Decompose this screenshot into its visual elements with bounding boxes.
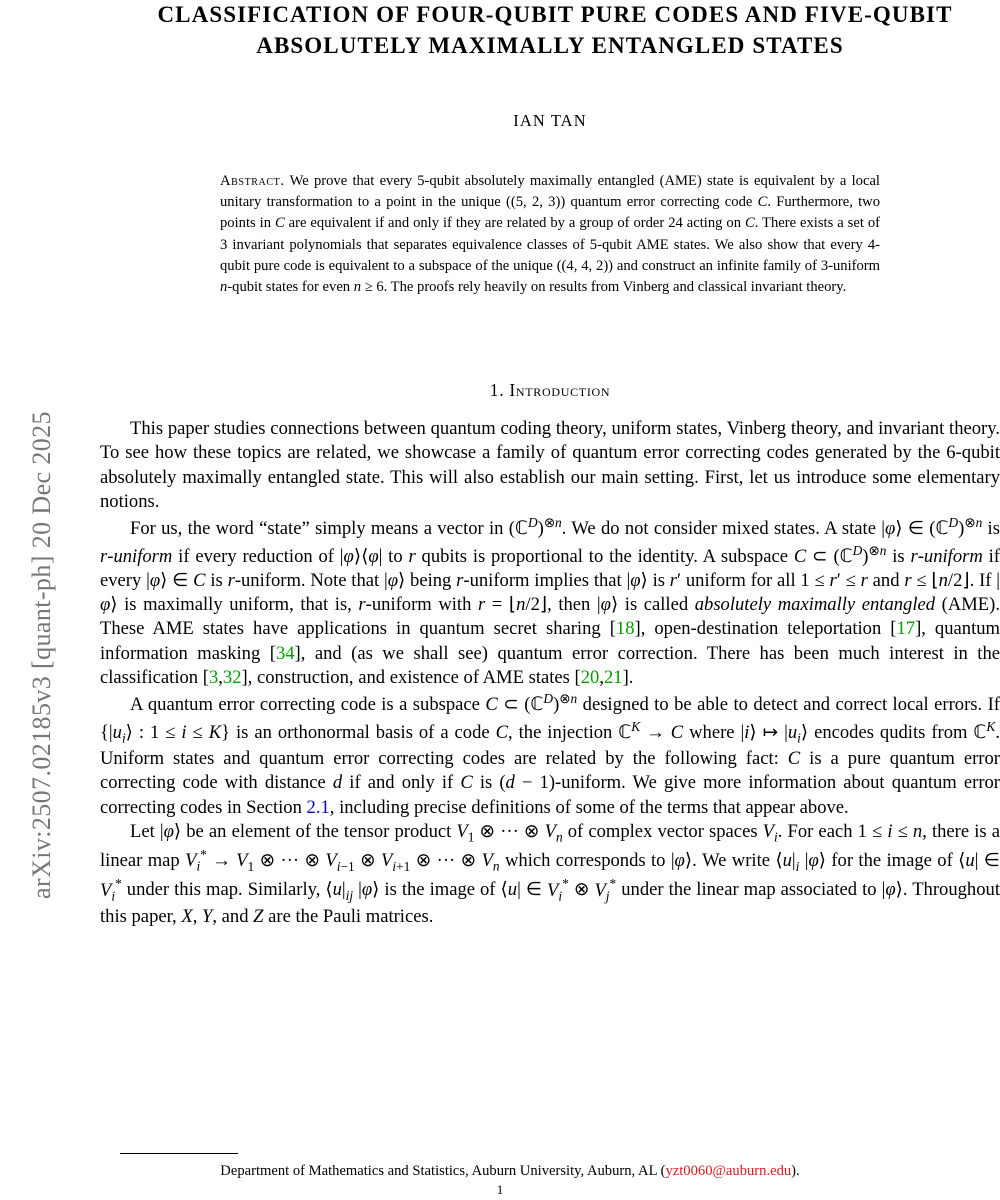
citation-3[interactable]: 3 [208, 666, 219, 688]
paper-content [100, 0, 1000, 1200]
section-number: 1. [489, 380, 505, 401]
section-title: Introduction [509, 380, 611, 401]
paragraph-3: A quantum error correcting code is a subspace C ⊂ (ℂ$^D$)$^{\otimes n}$ designed to be able to detect and correct local errors. If {$|u_i⟩$ : 1 ≤ i ≤ K} is an orthonormal basis of a code C, the injection ℂ$^K$ → C where |i⟩ ↦ $|u_i⟩$ encodes qudits from ℂ$^K$. Uniform states and quantum error correcting codes are related by the following fact: C is a pure quantum error correcting code with distance d if and only if C is (d − 1)-uniform. We give more information about quantum error correcting codes in Section 2.1, including precise definitions of some of the terms that appear above. [100, 691, 1000, 818]
footnote-divider [120, 1153, 238, 1154]
citation-21[interactable]: 21 [604, 666, 623, 688]
footnote-text-before: Department of Mathematics and Statistics, Auburn University, Auburn, AL ( [220, 1163, 666, 1179]
author-email-link[interactable]: yzt0060@auburn.edu [665, 1163, 792, 1179]
section-heading [100, 380, 1000, 401]
page-title [100, 0, 1000, 61]
citation-32[interactable]: 32 [222, 666, 242, 688]
page-number: 1 [496, 1182, 504, 1197]
citation-20[interactable]: 20 [580, 666, 600, 688]
paragraph-1: This paper studies connections between quantum coding theory, uniform states, Vinberg theory, and invariant theory. To see how these topics are related, we showcase a family of quantum error correcting codes generated by the 6-qubit absolutely maximally entangled state. This will also establish our main setting. First, let us introduce some elementary notions. [100, 418, 1000, 512]
paragraph-2: For us, the word “state” simply means a vector in (ℂ$^D$)$^{\otimes n}$. We do not consider mixed states. A state |φ⟩ ∈ (ℂ$^D$)$^{\otimes n}$ is r-uniform if every reduction of |φ⟩⟨φ| to r qubits is proportional to the identity. A subspace C ⊂ (ℂ$^D$)$^{\otimes n}$ is r-uniform if every |φ⟩ ∈ C is r-uniform. Note that |φ⟩ being r-uniform implies that |φ⟩ is r′ uniform for all 1 ≤ r′ ≤ r and r ≤ ⌊n/2⌋. If |φ⟩ is maximally uniform, that is, r-uniform with r = ⌊n/2⌋, then |φ⟩ is called absolutely maximally entangled (AME). These AME states have applications in quantum secret sharing [18], open-destination teleportation [17], quantum information masking [34], and (as we shall see) quantum error correction. There has been much interest in the classification [3,32], construction, and existence of AME states [20,21]. [100, 515, 1000, 688]
footnote-affiliation [120, 1163, 900, 1180]
citation-17[interactable]: 17 [896, 618, 916, 640]
citation-34[interactable]: 34 [275, 642, 295, 664]
paragraph-4: Let |φ⟩ be an element of the tensor product $V_1$ ⊗ ··· ⊗ $V_n$ of complex vector spaces $V_i$. For each 1 ≤ i ≤ n, there is a linear map $V_i^* \to V_1$ ⊗ ··· ⊗ $V_{i-1}$ ⊗ $V_{i+1}$ ⊗ ··· ⊗ $V_n$ which corresponds to |φ⟩. We write $⟨u|_i$ |φ⟩ for the image of ⟨u| ∈ $V_i^*$ under this map. Similarly, $⟨u|_{ij}$ |φ⟩ is the image of ⟨u| ∈ $V_i^*$ ⊗ $V_j^*$ under the linear map associated to |φ⟩. Throughout this paper, X, Y, and Z are the Pauli matrices. [100, 820, 1000, 927]
footnote-text-after: ). [791, 1163, 800, 1179]
author-name: IAN TAN [513, 111, 587, 131]
title-line-2: ABSOLUTELY MAXIMALLY ENTANGLED STATES [256, 32, 844, 58]
section-cross-reference[interactable]: 2.1 [306, 796, 330, 818]
abstract-block [220, 171, 880, 298]
abstract-label: Abstract. [220, 173, 285, 190]
title-line-1: CLASSIFICATION OF FOUR-QUBIT PURE CODES AND FIVE-QUBIT [157, 2, 953, 27]
citation-18[interactable]: 18 [615, 618, 635, 640]
arxiv-identifier-stamp: arXiv:2507.02185v3 [quant-ph] 20 Dec 2025 [27, 411, 56, 899]
body-text [100, 417, 1000, 929]
abstract-text: We prove that every 5-qubit absolutely maximally entangled (AME) state is equivalent by a local unitary transformation to a point in the unique ((5, 2, 3)) quantum error correcting code C. Furthermore, two points in C are equivalent if and only if they are related by a group of order 24 acting on C. There exists a set of 3 invariant polynomials that separates equivalence classes of 5-qubit AME states. We also show that every 4-qubit pure code is equivalent to a subspace of the unique ((4, 4, 2)) and construct an infinite family of 3-uniform n-qubit states for even n ≥ 6. The proofs rely heavily on results from Vinberg and classical invariant theory. [220, 173, 880, 295]
